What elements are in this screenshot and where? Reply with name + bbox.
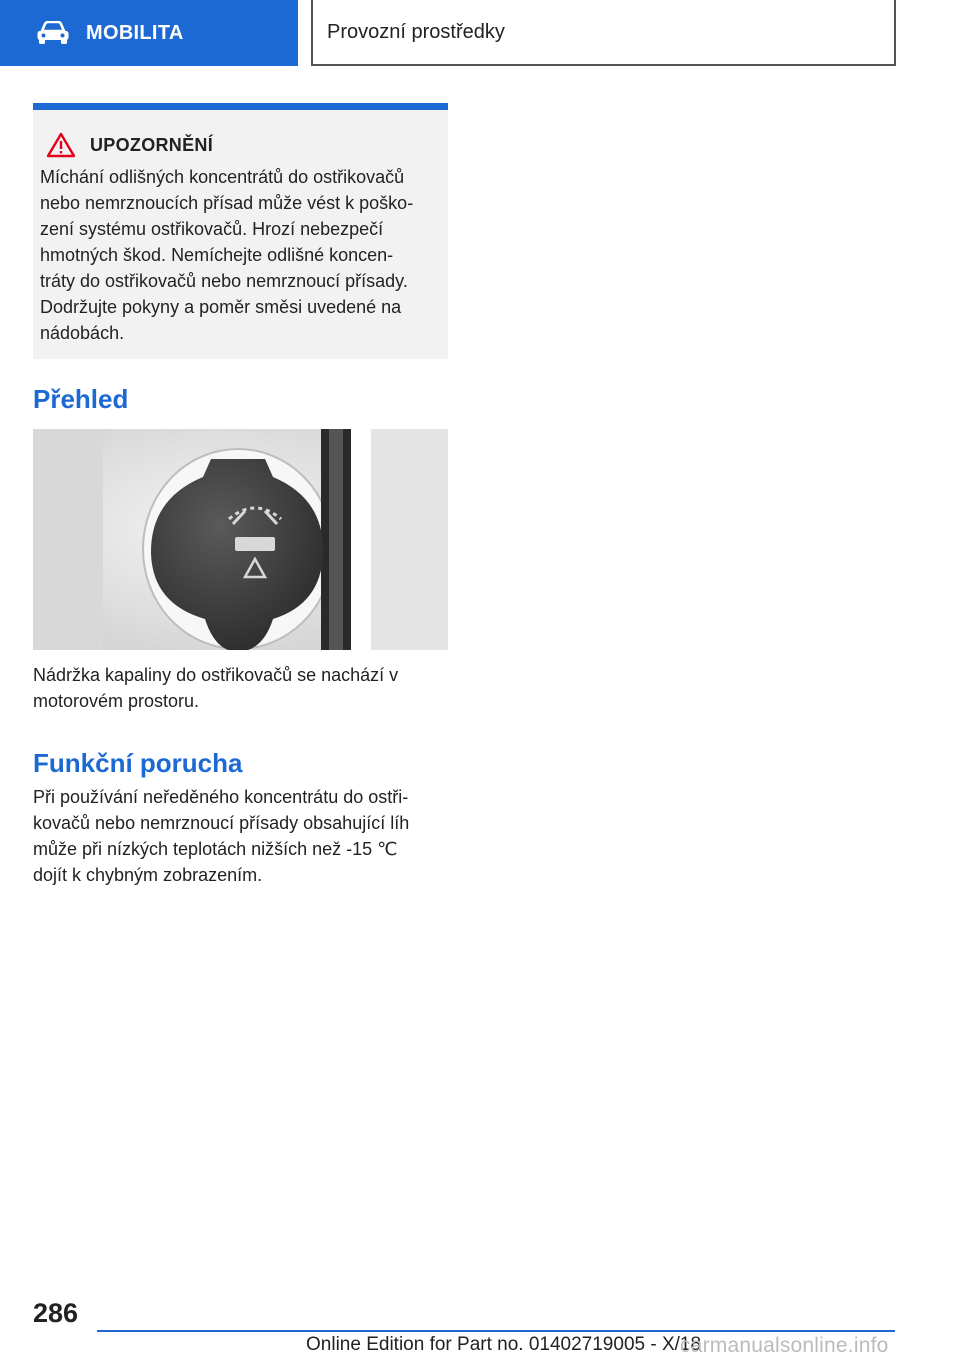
warning-line: tráty do ostřikovačů nebo nemrznoucí přísady. <box>40 271 408 291</box>
caption-line: motorovém prostoru. <box>33 691 200 711</box>
warning-line: Míchání odlišných koncentrátů do ostřikovačů <box>40 167 405 187</box>
malfunction-line: kovačů nebo nemrznoucí přísady obsahující líh <box>33 813 410 833</box>
warning-line: zení systému ostřikovačů. Hrozí nebezpečí <box>40 219 384 239</box>
warning-line: Dodržujte pokyny a poměr směsi uvedené na <box>40 297 402 317</box>
warning-line: nádobách. <box>40 323 125 343</box>
car-icon <box>36 21 70 45</box>
washer-reservoir-photo <box>33 429 448 650</box>
chapter-title: Provozní prostředky <box>311 0 896 66</box>
warning-heading: UPOZORNĚNÍ <box>90 134 214 155</box>
page-number: 286 <box>33 1298 79 1328</box>
malfunction-text <box>33 784 448 888</box>
photo-caption <box>33 662 448 714</box>
section-heading-overview: Přehled <box>33 384 129 414</box>
section-tab <box>0 0 298 66</box>
warning-header <box>46 132 434 158</box>
warning-triangle-icon <box>46 132 76 158</box>
malfunction-line: Při používání neředěného koncentrátu do ostři- <box>33 787 409 807</box>
warning-line: nebo nemrznoucích přísad může vést k poško- <box>40 193 414 213</box>
warning-text <box>40 164 434 346</box>
footer-divider <box>97 1330 895 1332</box>
warning-box <box>33 103 448 359</box>
edition-text: Online Edition for Part no. 01402719005 - X/18 <box>306 1334 702 1355</box>
warning-line: hmotných škod. Nemíchejte odlišné koncen- <box>40 245 394 265</box>
caption-line: Nádržka kapaliny do ostřikovačů se nachází v <box>33 665 399 685</box>
malfunction-line: může při nízkých teplotách nižších než -15 ℃ <box>33 839 398 859</box>
watermark: carmanualsonline.info <box>680 1334 889 1357</box>
section-label: MOBILITA <box>86 21 184 44</box>
section-heading-malfunction: Funkční porucha <box>33 748 243 778</box>
malfunction-line: dojít k chybným zobrazením. <box>33 865 263 885</box>
washer-fluid-cap-icon <box>33 429 448 650</box>
